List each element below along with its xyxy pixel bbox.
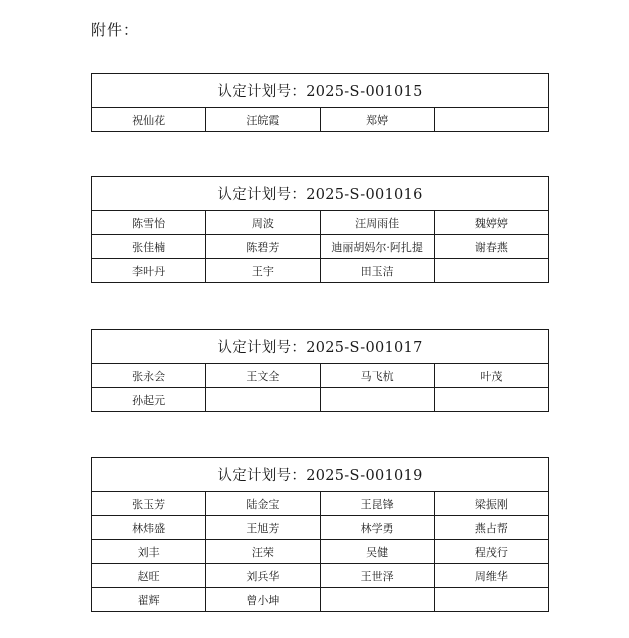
name-cell: 孙起元 [92, 388, 206, 412]
name-cell [320, 588, 434, 612]
name-cell: 王宇 [206, 259, 320, 283]
name-cell: 刘丰 [92, 540, 206, 564]
plan-table-001017 [91, 329, 549, 412]
name-cell: 陈碧芳 [206, 235, 320, 259]
name-cell [434, 108, 548, 132]
name-cell: 程茂行 [434, 540, 548, 564]
table-row [92, 235, 549, 259]
name-cell [206, 388, 320, 412]
name-cell: 王世泽 [320, 564, 434, 588]
table-row [92, 388, 549, 412]
name-cell [434, 388, 548, 412]
name-cell: 梁振刚 [434, 492, 548, 516]
name-cell: 魏婷婷 [434, 211, 548, 235]
name-cell: 陈雪怡 [92, 211, 206, 235]
name-cell: 翟辉 [92, 588, 206, 612]
name-cell: 汪周雨佳 [320, 211, 434, 235]
plan-title: 认定计划号：2025-S-001019 [92, 458, 549, 492]
plan-table-001019 [91, 457, 549, 612]
table-row [92, 564, 549, 588]
name-cell: 郑婷 [320, 108, 434, 132]
name-cell: 谢春燕 [434, 235, 548, 259]
name-cell: 陆金宝 [206, 492, 320, 516]
table-row [92, 516, 549, 540]
name-cell: 周维华 [434, 564, 548, 588]
plan-table-001016 [91, 176, 549, 283]
name-cell: 王文全 [206, 364, 320, 388]
table-row [92, 211, 549, 235]
name-cell: 叶茂 [434, 364, 548, 388]
name-cell: 张永会 [92, 364, 206, 388]
name-cell: 燕占帮 [434, 516, 548, 540]
table-row [92, 108, 549, 132]
name-cell: 林炜盛 [92, 516, 206, 540]
name-cell [434, 259, 548, 283]
table-row [92, 540, 549, 564]
name-cell [434, 588, 548, 612]
plan-title: 认定计划号：2025-S-001017 [92, 330, 549, 364]
table-row [92, 259, 549, 283]
table-row [92, 364, 549, 388]
name-cell: 汪皖霞 [206, 108, 320, 132]
name-cell: 王旭芳 [206, 516, 320, 540]
name-cell: 曾小坤 [206, 588, 320, 612]
table-row [92, 492, 549, 516]
plan-title: 认定计划号：2025-S-001015 [92, 74, 549, 108]
name-cell: 马飞杭 [320, 364, 434, 388]
name-cell [320, 388, 434, 412]
table-row [92, 588, 549, 612]
name-cell: 刘兵华 [206, 564, 320, 588]
name-cell: 张佳楠 [92, 235, 206, 259]
name-cell: 汪荣 [206, 540, 320, 564]
plan-table-001015 [91, 73, 549, 132]
attachment-label: 附件： [91, 21, 140, 39]
name-cell: 林学勇 [320, 516, 434, 540]
name-cell: 田玉洁 [320, 259, 434, 283]
name-cell: 迪丽胡妈尔·阿扎提 [320, 235, 434, 259]
name-cell: 赵旺 [92, 564, 206, 588]
name-cell: 王昆锋 [320, 492, 434, 516]
name-cell: 祝仙花 [92, 108, 206, 132]
name-cell: 李叶丹 [92, 259, 206, 283]
name-cell: 张玉芳 [92, 492, 206, 516]
name-cell: 吴健 [320, 540, 434, 564]
name-cell: 周波 [206, 211, 320, 235]
plan-title: 认定计划号：2025-S-001016 [92, 177, 549, 211]
